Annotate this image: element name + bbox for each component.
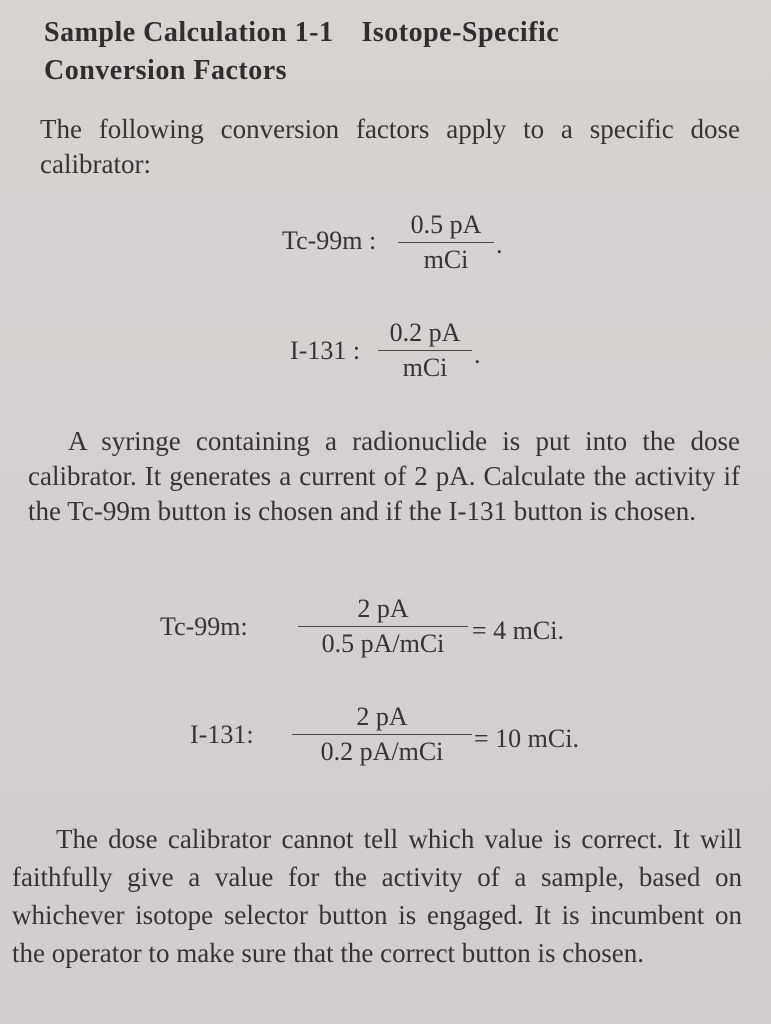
- title-number: Sample Calculation 1-1: [44, 17, 334, 48]
- fraction-bar: [298, 626, 468, 627]
- fraction-denominator: 0.2 pA/mCi: [320, 737, 444, 766]
- sample-calculation-title: [44, 14, 559, 90]
- fraction-numerator: 2 pA: [356, 702, 408, 731]
- calculation-label: I-131:: [190, 720, 254, 749]
- factor-fraction: [378, 318, 472, 383]
- fraction-numerator: 0.5 pA: [410, 210, 482, 239]
- factor-period: .: [496, 230, 503, 259]
- problem-paragraph: A syringe containing a radionuclide is put into the dose calibrator. It generates a current of 2 pA. Calculate the activity if the Tc-99m button is chosen and if the I-131 button is chosen.: [28, 426, 740, 526]
- factor-label: Tc-99m :: [282, 226, 377, 255]
- title-line-1: [44, 14, 559, 52]
- calculation-fraction: [292, 702, 472, 767]
- title-topic: Isotope-Specific: [361, 17, 560, 48]
- fraction-numerator: 2 pA: [357, 594, 409, 623]
- fraction-denominator: mCi: [423, 245, 469, 274]
- factor-fraction: [398, 210, 494, 275]
- conclusion-paragraph: The dose calibrator cannot tell which value is correct. It will faithfully give a value for the activity of a sample, based on whichever isotope selector button is engaged. It is incumbent on the operator to make sure that the correct button is chosen.: [12, 824, 742, 968]
- fraction-denominator: mCi: [402, 353, 448, 382]
- title-line-2: Conversion Factors: [44, 55, 288, 86]
- fraction-denominator: 0.5 pA/mCi: [321, 629, 445, 658]
- calculation-fraction: [298, 594, 468, 659]
- fraction-bar: [378, 350, 472, 351]
- factor-label: I-131 :: [290, 336, 361, 365]
- calculation-label: Tc-99m:: [160, 612, 248, 641]
- fraction-numerator: 0.2 pA: [389, 318, 461, 347]
- intro-paragraph: The following conversion factors apply to a specific dose calibrator:: [40, 114, 740, 179]
- fraction-bar: [292, 734, 472, 735]
- factor-period: .: [474, 340, 481, 369]
- calculation-result: = 4 mCi.: [472, 616, 564, 645]
- calculation-result: = 10 mCi.: [474, 724, 579, 753]
- fraction-bar: [398, 242, 494, 243]
